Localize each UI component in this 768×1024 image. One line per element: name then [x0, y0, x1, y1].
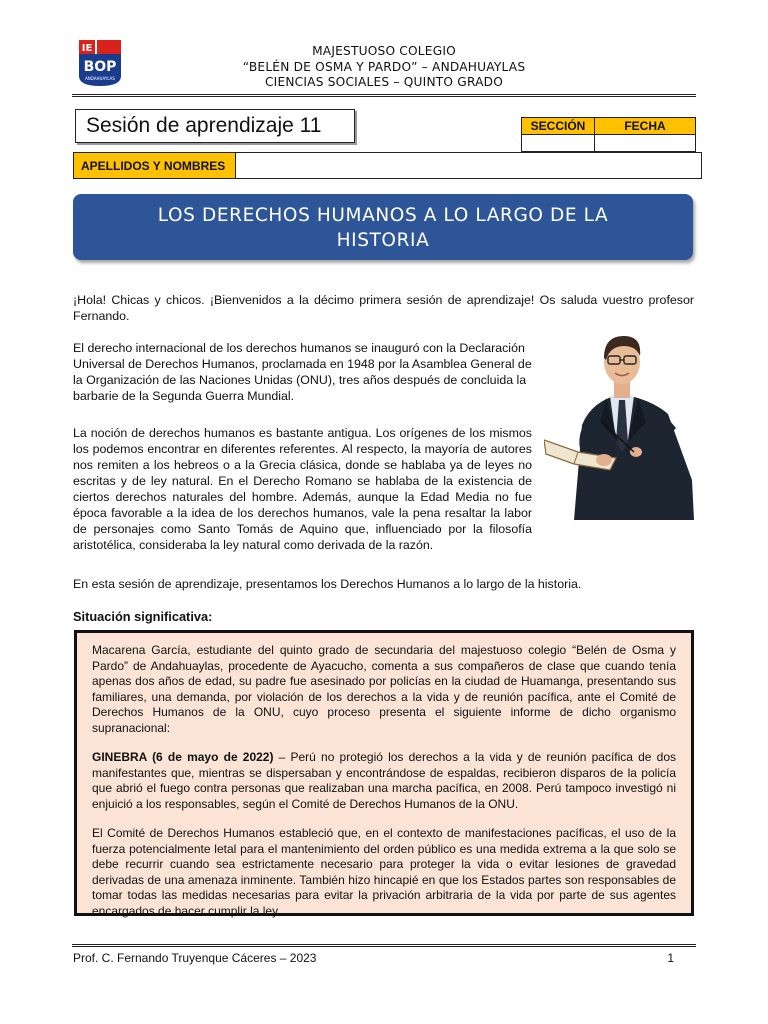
- names-table: [73, 152, 702, 179]
- situation-box: [74, 630, 694, 916]
- footer-author: Prof. C. Fernando Truyenque Cáceres – 2023: [73, 951, 317, 965]
- header-line-1: MAJESTUOSO COLEGIO: [312, 44, 456, 58]
- date-label: FECHA: [595, 118, 696, 135]
- footer-divider-2: [72, 946, 696, 947]
- footer-divider: [72, 944, 696, 945]
- section-date-table: [521, 117, 696, 152]
- page-number: 1: [667, 951, 674, 965]
- logo-sub-text: ANDAHUAYLAS: [85, 76, 115, 81]
- situation-heading: Situación significativa:: [73, 609, 213, 624]
- logo-main-text: BOP: [83, 59, 117, 75]
- session-title: Sesión de aprendizaje 11: [75, 109, 355, 143]
- title-banner: [73, 194, 693, 260]
- teacher-illustration: [544, 330, 696, 520]
- names-label: APELLIDOS Y NOMBRES: [74, 153, 236, 179]
- situation-paragraph-2: [92, 750, 676, 812]
- header-divider-2: [72, 96, 696, 97]
- header-line-3: CIENCIAS SOCIALES – QUINTO GRADO: [264, 75, 504, 89]
- school-logo: [79, 40, 121, 86]
- intro-paragraph-2: La noción de derechos humanos es bastante antigua. Los orígenes de los mismos los podemos encontrar en diferentes referentes. Al respecto, la mayoría de autores nos remiten a los hebreos o a la Grecia clásica, donde se hablaba ya de leyes no escritas y de ley natural. En el Derecho Romano se hablaba de la existencia de ciertos derechos naturales del hombre. Además, aunque la Edad Media no fue época favorable a la idea de los derechos humanos, vale la pena resaltar la labor de personajes como Santo Tomás de Aquino que, influenciado por la filosofía aristotélica, consideraba la ley natural como derivada de la razón.: [73, 426, 532, 552]
- header-divider: [72, 94, 696, 95]
- intro-paragraph-1: El derecho internacional de los derechos humanos se inauguró con la Declaración Universal de Derechos Humanos, proclamada en 1948 por la Asamblea General de la Organización de las Naciones Unidas (ONU), tres años después de concluida la barbarie de la Segunda Guerra Mundial.: [73, 341, 532, 403]
- banner-line-1: LOS DERECHOS HUMANOS A LO LARGO DE LA: [157, 205, 609, 226]
- greeting-paragraph: ¡Hola! Chicas y chicos. ¡Bienvenidos a la décimo primera sesión de aprendizaje! Os saluda vuestro profesor Fernando.: [73, 293, 694, 323]
- names-field[interactable]: [236, 153, 702, 179]
- school-header: [150, 44, 618, 91]
- situation-paragraph-2-text: – Perú no protegió los derechos a la vida y de reunión pacífica de dos manifestantes que, mientras se dispersaban y encontrándose de espaldas, recibieron disparos de la policía que abrió el fuego contra personas que realizaban una marcha pacífica, en 2008. Perú tampoco investigó ni enjuició a los responsables, según el Comité de Derechos Humanos de la ONU.: [92, 750, 676, 811]
- banner-line-2: HISTORIA: [336, 230, 430, 251]
- situation-dateline: GINEBRA (6 de mayo de 2022): [92, 750, 274, 764]
- intro-paragraph-3: En esta sesión de aprendizaje, presentamos los Derechos Humanos a lo largo de la historia.: [73, 577, 582, 591]
- section-field[interactable]: [522, 135, 595, 152]
- situation-paragraph-3: El Comité de Derechos Humanos estableció que, en el contexto de manifestaciones pacíficas, el uso de la fuerza potencialmente letal para el mantenimiento del orden público es una medida extrema a la que solo se debe recurrir cuando sea estrictamente necesario para proteger la vida o evitar lesiones de gravedad derivadas de una amenaza inminente. También hizo hincapié en que los Estados partes son responsables de tomar todas las medidas necesarias para evitar la privación arbitraria de la vida por parte de sus agentes encargados de hacer cumplir la ley.: [92, 826, 676, 918]
- situation-paragraph-1: Macarena García, estudiante del quinto grado de secundaria del majestuoso colegio “Belén de Osma y Pardo” de Andahuaylas, procedente de Ayacucho, comenta a sus compañeros de clase que cuando tenía apenas dos años de edad, su padre fue asesinado por policías en la ciudad de Huamanga, presentando sus familiares, una demanda, por violación de los derechos a la vida y de reunión pacífica, ante el Comité de Derechos Humanos de la ONU, cuyo proceso presenta el siguiente informe de dicho organismo supranacional:: [92, 643, 676, 735]
- date-field[interactable]: [595, 135, 696, 152]
- section-label: SECCIÓN: [522, 118, 595, 135]
- logo-top-text: IE: [81, 43, 93, 54]
- header-line-2: “BELÉN DE OSMA Y PARDO” – ANDAHUAYLAS: [242, 59, 526, 74]
